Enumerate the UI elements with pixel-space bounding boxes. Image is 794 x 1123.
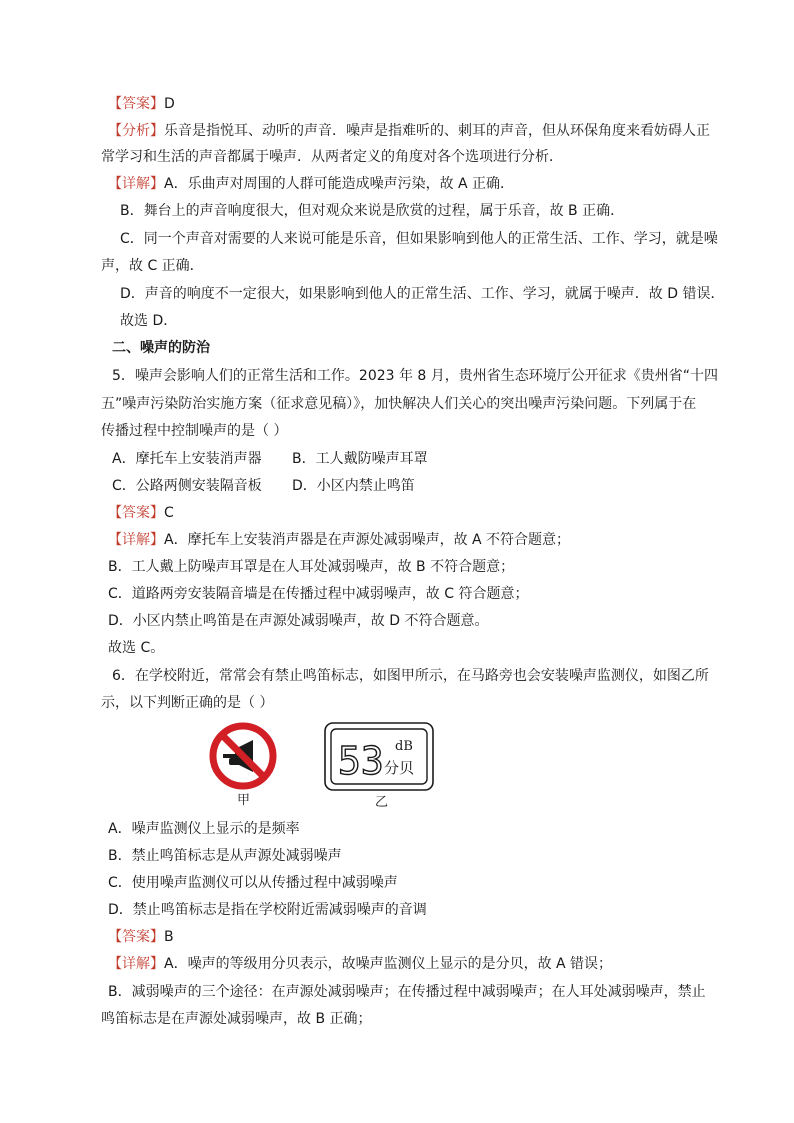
answer-value: D: [164, 96, 175, 112]
q5-stem-line1: 5．噪声会影响人们的正常生活和工作。2023 年 8 月，贵州省生态环境厅公开征求《贵州省“十四: [112, 368, 719, 384]
detail-tag: 【详解】: [108, 532, 164, 548]
q4-detail-a: [108, 174, 514, 194]
q6-option-b: B．禁止鸣笛标志是从声源处减弱噪声: [108, 848, 342, 864]
detail-text: A．乐曲声对周围的人群可能造成噪声污染，故 A 正确．: [164, 176, 515, 192]
detail-text: A．摩托车上安装消声器是在声源处减弱噪声，故 A 不符合题意；: [164, 532, 571, 548]
meter-unit-fenbei: 分贝: [384, 759, 415, 777]
q5-detail-b: B．工人戴上防噪声耳罩是在人耳处减弱噪声，故 B 不符合题意；: [108, 559, 515, 575]
q5-option-a: A．摩托车上安装消声器: [112, 451, 262, 467]
noise-meter-icon: [325, 723, 433, 790]
q6-detail-b2: 鸣笛标志是在声源处减弱噪声，故 B 正确；: [101, 1011, 372, 1027]
answer-value: B: [164, 929, 174, 945]
q5-detail-a: [108, 530, 570, 550]
answer-tag: 【答案】: [108, 929, 164, 945]
q6-stem-line1: 6．在学校附近，常常会有禁止鸣笛标志，如图甲所示，在马路旁也会安装噪声监测仪，如图乙所: [112, 668, 709, 684]
detail-text: A．噪声的等级用分贝表示，故噪声监测仪上显示的是分贝，故 A 错误；: [164, 956, 613, 972]
answer-tag: 【答案】: [108, 96, 164, 112]
q6-option-c: C．使用噪声监测仪可以从传播过程中减弱噪声: [108, 875, 398, 891]
no-horn-sign-icon: [213, 726, 273, 786]
q5-stem-line2: 五”噪声污染防治实施方案（征求意见稿）》，加快解决人们关心的突出噪声污染问题。下列属于在: [101, 396, 697, 412]
q5-conclusion: 故选 C。: [108, 640, 165, 656]
analysis-text: 乐音是指悦耳、动听的声音．噪声是指难听的、刺耳的声音，但从环保角度来看妨碍人正: [164, 123, 710, 139]
q6-option-a: A．噪声监测仪上显示的是频率: [108, 821, 300, 837]
q4-answer-line: [108, 94, 175, 114]
figure-jia-caption: 甲: [237, 793, 251, 808]
q6-stem-line2: 示，以下判断正确的是（ ）: [101, 695, 274, 711]
q6-detail-b1: B．减弱噪声的三个途径：在声源处减弱噪声；在传播过程中减弱噪声；在人耳处减弱噪声，禁止: [108, 984, 706, 1000]
q4-detail-d: D．声音的响度不一定很大，如果影响到他人的正常生活、工作、学习，就属于噪声．故 D 错误．: [120, 286, 725, 302]
meter-reading: 53: [338, 739, 384, 783]
q5-answer-line: [108, 503, 174, 523]
q4-detail-c1: C．同一个声音对需要的人来说可能是乐音，但如果影响到他人的正常生活、工作、学习，就是噪: [120, 231, 718, 247]
q5-detail-c: C．道路两旁安装隔音墙是在传播过程中减弱噪声，故 C 符合题意；: [108, 586, 529, 602]
answer-tag: 【答案】: [108, 505, 164, 521]
q4-analysis-line2: 常学习和生活的声音都属于噪声．从两者定义的角度对各个选项进行分析．: [101, 149, 563, 165]
detail-tag: 【详解】: [108, 956, 164, 972]
q5-option-b: B．工人戴防噪声耳罩: [292, 451, 428, 467]
q4-detail-c2: 声，故 C 正确．: [101, 258, 204, 274]
q4-conclusion: 故选 D．: [120, 313, 178, 329]
q5-option-c: C．公路两侧安装隔音板: [112, 478, 262, 494]
q5-detail-d: D．小区内禁止鸣笛是在声源处减弱噪声，故 D 不符合题意。: [108, 613, 489, 629]
detail-tag: 【详解】: [108, 176, 164, 192]
q6-option-d: D．禁止鸣笛标志是指在学校附近需减弱噪声的音调: [108, 902, 427, 918]
q4-detail-b: B．舞台上的声音响度很大，但对观众来说是欣赏的过程，属于乐音，故 B 正确．: [120, 203, 625, 219]
answer-value: C: [164, 505, 174, 521]
q5-option-d: D．小区内禁止鸣笛: [292, 478, 415, 494]
q6-answer-line: [108, 927, 174, 947]
figure-yi-caption: 乙: [375, 795, 389, 810]
q4-analysis-line1: [108, 121, 710, 141]
q5-stem-line3: 传播过程中控制噪声的是（ ）: [101, 423, 288, 439]
meter-unit-db: dB: [395, 739, 413, 754]
q6-detail-a: [108, 954, 612, 974]
analysis-tag: 【分析】: [108, 123, 164, 139]
section-heading: 二、噪声的防治: [112, 340, 210, 356]
